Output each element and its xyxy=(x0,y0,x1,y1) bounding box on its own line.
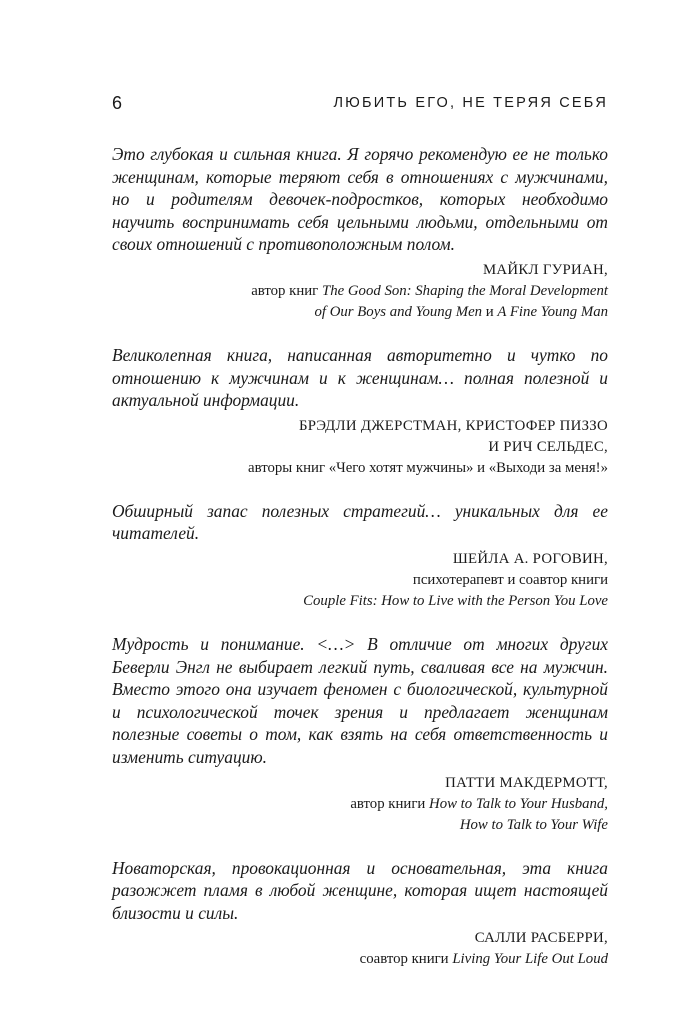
author-role xyxy=(112,794,608,815)
joiner: и xyxy=(485,303,494,320)
role-prefix: соавтор книги xyxy=(359,951,449,968)
book-title: A Fine Young Man xyxy=(497,303,608,320)
author-role xyxy=(112,949,608,970)
blurb-2 xyxy=(112,344,608,479)
page-number: 6 xyxy=(112,93,123,113)
author-name-cont: И РИЧ СЕЛЬДЕС, xyxy=(488,438,608,455)
author-name: БРЭДЛИ ДЖЕРСТМАН, КРИСТОФЕР ПИЗЗО xyxy=(298,417,608,434)
blurb-quote: Великолепная книга, написанная авторитетно и чутко по отношению к мужчинам и к женщинам… полная полезной и актуальной информации. xyxy=(112,344,608,411)
blurb-attribution xyxy=(112,928,608,970)
blurbs-list xyxy=(112,143,608,991)
author-name: САЛЛИ РАСБЕРРИ, xyxy=(474,930,608,947)
book-title-cont: of Our Boys and Young Men xyxy=(314,303,483,320)
author-name: ПАТТИ МАКДЕРМОТТ, xyxy=(445,774,608,791)
blurb-attribution xyxy=(112,416,608,479)
author-role: авторы книг «Чего хотят мужчины» и «Выходи за меня!» xyxy=(248,459,608,476)
role-prefix: автор книг xyxy=(251,282,319,299)
blurb-3 xyxy=(112,500,608,612)
blurb-5 xyxy=(112,857,608,971)
blurb-attribution xyxy=(112,773,608,836)
blurb-quote: Это глубокая и сильная книга. Я горячо рекомендую ее не только женщинам, которые теряют себя в отношениях с мужчинами, но и родителям девочек-подростков, которых необходимо научить воспринимать себя цельными людьми, отдельными от своих отношений с противоположным полом. xyxy=(112,144,608,255)
book-title: Couple Fits: How to Live with the Person You Love xyxy=(303,592,608,609)
blurb-quote: Мудрость и понимание. <…> В отличие от многих других Беверли Энгл не выбирает легкий путь, сваливая все на мужчин. Вместо этого она изучает феномен с биологической, культурной и психологической точек зрения и предлагает женщинам полезные советы о том, как взять на себя ответственность и изменить ситуацию. xyxy=(112,633,608,767)
author-role: психотерапевт и соавтор книги xyxy=(412,571,608,588)
blurb-attribution xyxy=(112,549,608,612)
blurb-1 xyxy=(112,143,608,323)
blurb-quote: Новаторская, провокационная и основательная, эта книга разожжет пламя в любой женщине, которая ищет настоящей близости и силы. xyxy=(112,857,608,923)
author-name: МАЙКЛ ГУРИАН, xyxy=(482,261,608,278)
book-title-line xyxy=(112,591,608,612)
book-title-line xyxy=(112,815,608,836)
book-title: How to Talk to Your Husband, xyxy=(429,795,608,812)
blurb-attribution xyxy=(112,260,608,323)
book-title: Living Your Life Out Loud xyxy=(452,951,608,968)
author-role xyxy=(112,281,608,302)
role-prefix: автор книги xyxy=(350,795,426,812)
page-header xyxy=(112,93,608,117)
running-head: ЛЮБИТЬ ЕГО, НЕ ТЕРЯЯ СЕБЯ xyxy=(333,95,608,111)
book-title: The Good Son: Shaping the Moral Development xyxy=(321,282,608,299)
author-role-cont xyxy=(112,302,608,323)
blurb-4 xyxy=(112,633,608,836)
blurb-quote: Обширный запас полезных стратегий… уникальных для ее читателей. xyxy=(112,500,608,544)
book-title: How to Talk to Your Wife xyxy=(459,816,608,833)
author-name: ШЕЙЛА А. РОГОВИН, xyxy=(452,550,608,567)
